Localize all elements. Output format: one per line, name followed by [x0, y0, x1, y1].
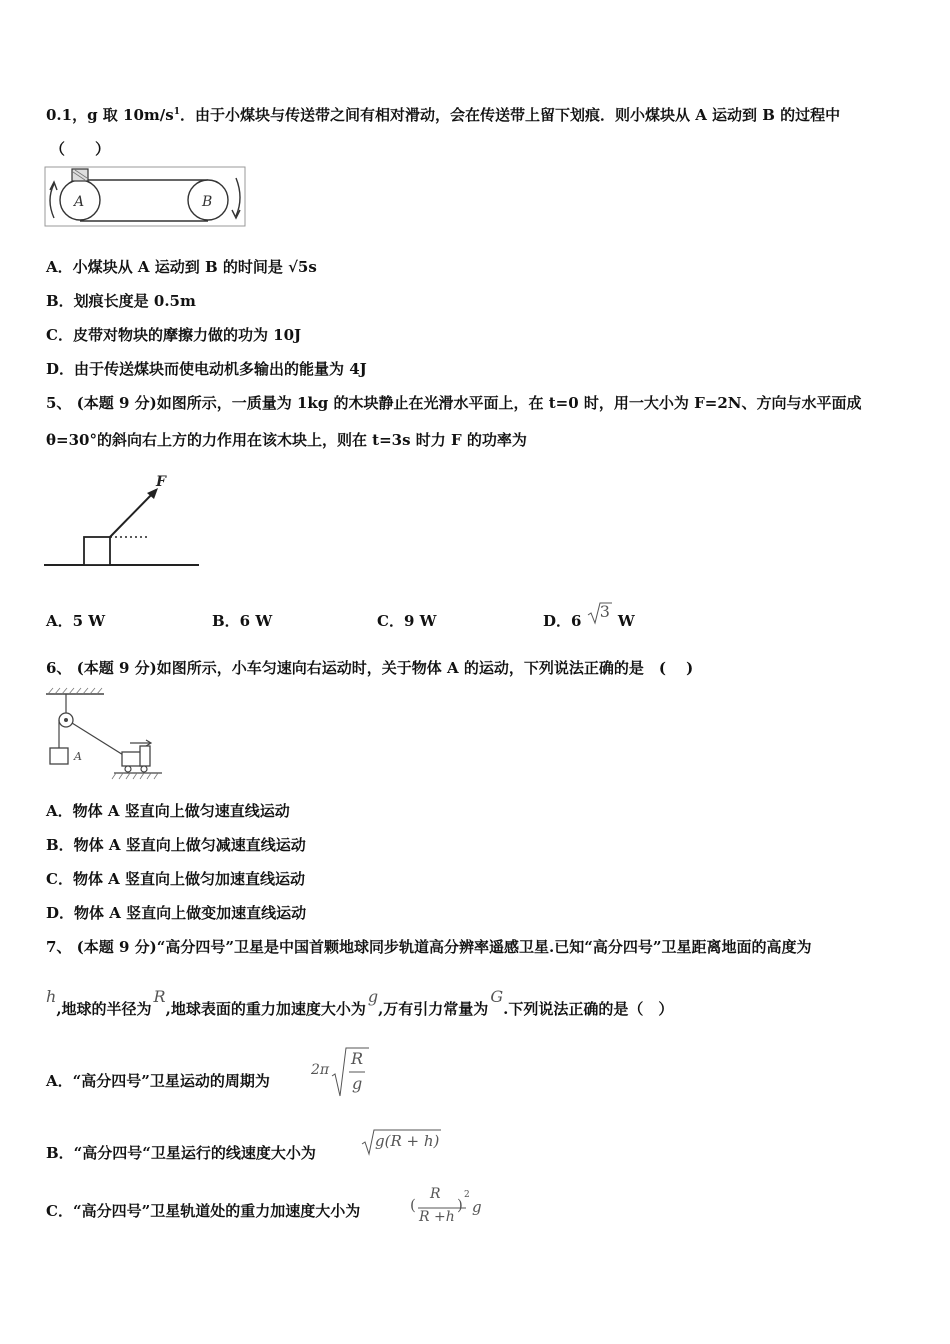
block-force-figure [44, 470, 204, 570]
q6-stem: 6、 (本题 9 分)如图所示，小车匀速向右运动时，关于物体 A 的运动，下列说法正确的是 ( ) [46, 659, 694, 677]
q7-option-b-formula: g(R + h) [361, 1128, 447, 1158]
q7-option-c: C．“高分四号”卫星轨道处的重力加速度大小为 [46, 1202, 361, 1220]
q6-option-b: B．物体 A 竖直向上做匀减速直线运动 [46, 836, 306, 854]
q5-option-b: B．6 W [212, 612, 273, 630]
pulley-label-b: B [202, 194, 213, 210]
q7-option-a-formula: 2π R g [311, 1046, 371, 1100]
q6-option-d: D．物体 A 竖直向上做变加速直线运动 [46, 904, 307, 922]
q5-option-a: A．5 W [46, 612, 106, 630]
pulley-cart-figure [44, 686, 164, 782]
q5-stem-line1: 5、 (本题 9 分)如图所示，一质量为 1kg 的木块静止在光滑水平面上，在 t=0 时，用一大小为 F=2N、方向与水平面成 [46, 394, 862, 412]
q4-option-a: A．小煤块从 A 运动到 B 的时间是 √5s [46, 258, 317, 276]
q7-option-c-formula: ( R R +h ) 2 g [410, 1186, 482, 1225]
pulley-label-a: A [74, 194, 85, 210]
paren-left: ( [410, 1196, 416, 1214]
q7-stem-line2: h,地球的半径为R,地球表面的重力加速度大小为g,万有引力常量为G.下列说法正确的是（ ） [46, 987, 674, 1018]
q6-option-c: C．物体 A 竖直向上做匀加速直线运动 [46, 870, 306, 888]
q4-intro: 0.1，g 取 $10m/s^1$．由于小煤块与传送带之间有相对滑动，会在传送带上留下划痕．则小煤块从 A 运动到 B 的过程中 [46, 106, 841, 124]
q5-option-c: C．9 W [377, 612, 437, 630]
q4-option-b: B．划痕长度是 0.5m [46, 292, 196, 310]
object-a-label: A [74, 750, 82, 763]
q4-option-d: D．由于传送煤块而使电动机多输出的能量为 4J [46, 360, 367, 378]
force-label: F [156, 474, 166, 490]
q4-paren: （ ） [50, 140, 111, 158]
q5-stem-line2: θ=30°的斜向右上方的力作用在该木块上，则在 t=3s 时力 F 的功率为 [46, 431, 527, 449]
wood-block [84, 537, 110, 565]
object-a [50, 748, 68, 764]
paren-right: ) [457, 1196, 463, 1214]
coal-block [72, 169, 88, 181]
q7-option-a: A．“高分四号”卫星运动的周期为 [46, 1072, 270, 1090]
q6-option-a: A．物体 A 竖直向上做匀速直线运动 [46, 802, 290, 820]
q7-option-b: B．“高分四号“卫星运行的线速度大小为 [46, 1144, 316, 1162]
conveyor-belt-figure [44, 166, 246, 228]
q7-stem: 7、 (本题 9 分)“高分四号”卫星是中国首颗地球同步轨道高分辨率遥感卫星.已知“高分四号”卫星距离地面的高度为 [46, 938, 812, 956]
q4-option-c: C．皮带对物块的摩擦力做的功为 10J [46, 326, 302, 344]
q5-option-d: D．6 3 W [543, 602, 635, 630]
